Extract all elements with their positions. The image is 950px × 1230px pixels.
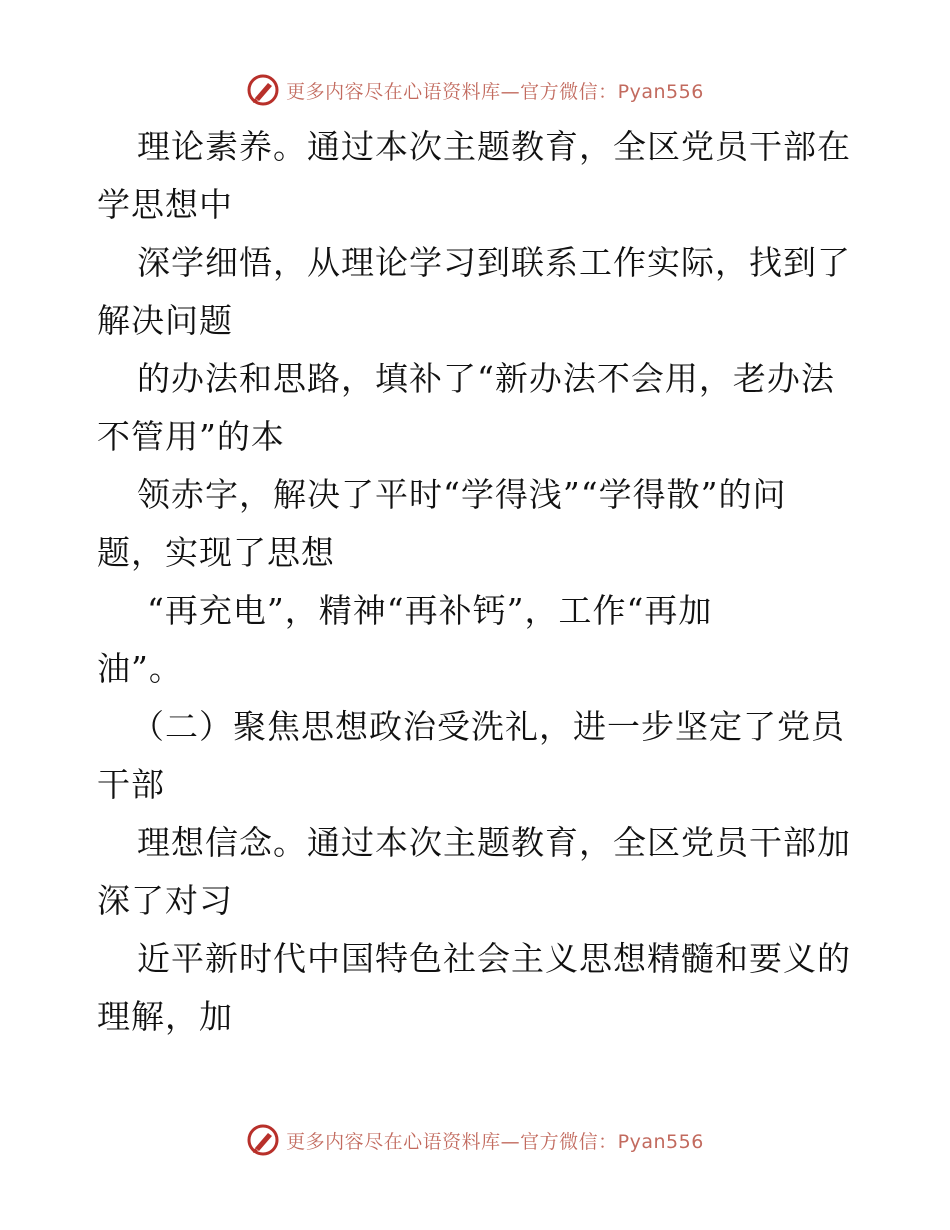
text-line: 理解，加: [97, 997, 233, 1036]
pen-logo-icon: [246, 1123, 280, 1157]
text-line: 解决问题: [97, 301, 233, 340]
text-line: 干部: [97, 765, 165, 804]
text-line: 深学细悟，从理论学习到联系工作实际，找到了: [137, 243, 851, 282]
text-line: “再充电”，精神“再补钙”，工作“再加: [147, 591, 713, 630]
text-line: 深了对习: [97, 881, 233, 920]
text-line: 领赤字，解决了平时“学得浅”“学得散”的问: [137, 475, 787, 514]
text-line: 题，实现了思想: [97, 533, 335, 572]
pen-logo-icon: [246, 73, 280, 107]
document-body: [97, 118, 857, 1046]
header-banner: [0, 70, 950, 110]
text-line: 学思想中: [97, 185, 233, 224]
footer-banner: [0, 1120, 950, 1160]
footer-banner-text: 更多内容尽在心语资料库—官方微信：Pyan556: [286, 1130, 704, 1153]
text-line: 的办法和思路，填补了“新办法不会用，老办法: [137, 359, 835, 398]
header-banner-text: 更多内容尽在心语资料库—官方微信：Pyan556: [286, 80, 704, 103]
text-line: 油”。: [97, 649, 183, 688]
text-line: 理论素养。通过本次主题教育，全区党员干部在: [137, 127, 851, 166]
text-line: （二）聚焦思想政治受洗礼，进一步坚定了党员: [131, 707, 845, 746]
text-line: 近平新时代中国特色社会主义思想精髓和要义的: [137, 939, 851, 978]
text-line: 不管用”的本: [97, 417, 285, 456]
text-line: 理想信念。通过本次主题教育，全区党员干部加: [137, 823, 851, 862]
